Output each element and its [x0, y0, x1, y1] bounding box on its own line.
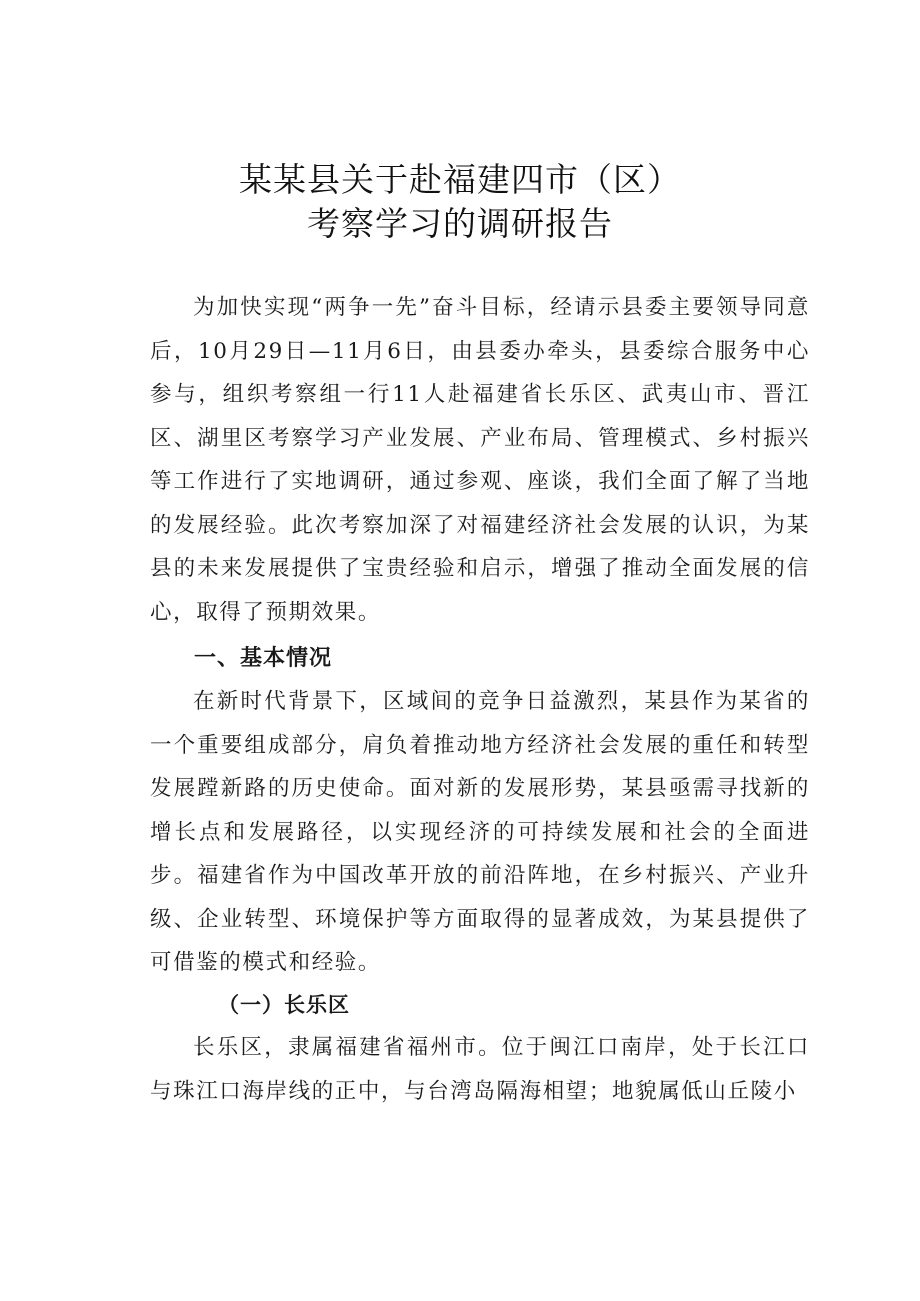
subsection-1-paragraph: 长乐区，隶属福建省福州市。位于闽江口南岸，处于长江口与珠江口海岸线的正中，与台湾岛隔海相望；地貌属低山丘陵小 [150, 1035, 810, 1104]
document-title-line-2: 考察学习的调研报告 [307, 204, 613, 243]
document-title-line-1: 某某县关于赴福建四市（区） [239, 160, 681, 199]
section-1-heading: 一、基本情况 [194, 646, 333, 671]
intro-paragraph: 为加快实现“两争一先”奋斗目标，经请示县委主要领导同意后，10月29日—11月6日，由县委办牵头，县委综合服务中心参与，组织考察组一行11人赴福建省长乐区、武夷山市、晋江区、湖里区考察学习产业发展、产业布局、管理模式、乡村振兴等工作进行了实地调研，通过参观、座谈，我们全面了解了当地的发展经验。此次考察加深了对福建经济社会发展的认识，为某县的未来发展提供了宝贵经验和启示，增强了推动全面发展的信心，取得了预期效果。 [150, 295, 810, 625]
section-1-paragraph: 在新时代背景下，区域间的竞争日益激烈，某县作为某省的一个重要组成部分，肩负着推动地方经济社会发展的重任和转型发展蹚新路的历史使命。面对新的发展形势，某县亟需寻找新的增长点和发展路径，以实现经济的可持续发展和社会的全面进步。福建省作为中国改革开放的前沿阵地，在乡村振兴、产业升级、企业转型、环境保护等方面取得的显著成效，为某县提供了可借鉴的模式和经验。 [150, 689, 810, 975]
subsection-1-heading: （一）长乐区 [218, 992, 350, 1017]
